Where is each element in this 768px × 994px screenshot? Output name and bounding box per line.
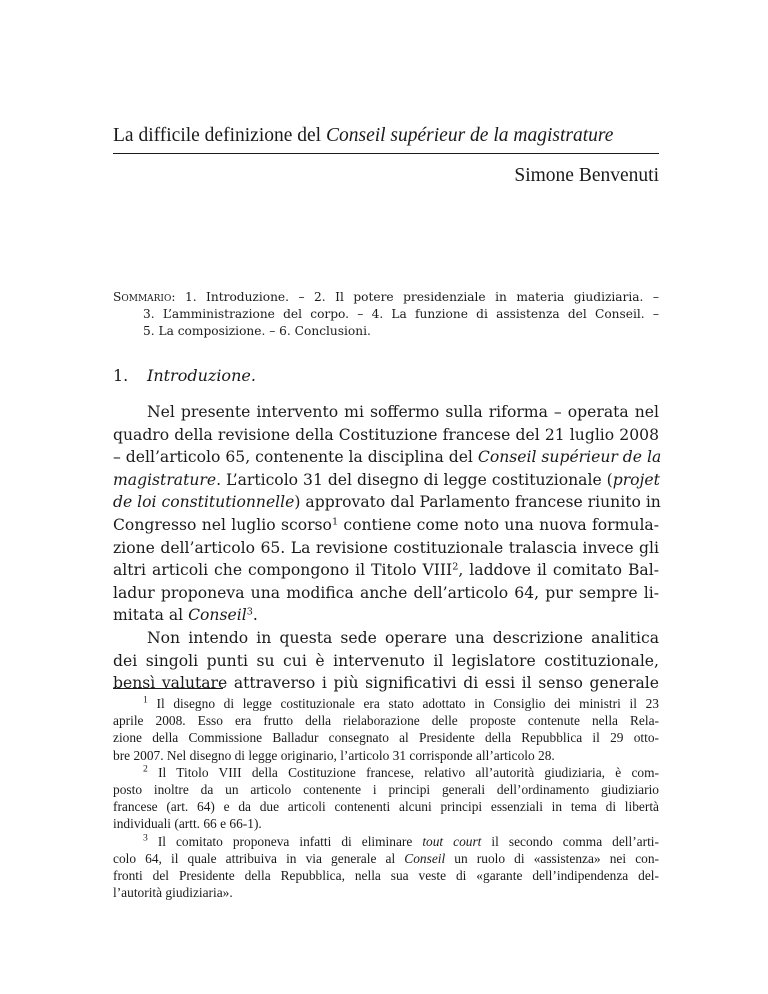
- summary-line: 3. L’amministrazione del corpo. – 4. La funzione di assistenza del Conseil. –: [143, 307, 659, 321]
- article-title: [113, 124, 659, 148]
- section-title: Introduzione.: [147, 366, 256, 385]
- footnote-line: aprile 2008. Esso era frutto della rielaborazione delle proposte contenute nella Rela-: [113, 713, 659, 729]
- footnote-line: francese (art. 64) e da due articoli contenenti alcuni principi essenziali in tema di libertà: [113, 799, 659, 815]
- body-line: Congresso nel luglio scorso$^1$ contiene come noto una nuova formula-: [113, 515, 659, 534]
- body-line: Nel presente intervento mi soffermo sulla riforma – operata nel: [147, 403, 659, 421]
- title-text: La difficile definizione del: [113, 125, 326, 146]
- summary-line: 5. La composizione. – 6. Conclusioni.: [143, 324, 371, 338]
- title-italic-text: Conseil supérieur de la magistrature: [325, 125, 614, 146]
- body-line: zione dell’articolo 65. La revisione costituzionale tralascia invece gli: [113, 538, 659, 557]
- footnote-rule: [113, 688, 223, 689]
- summary-label: Sommario: [113, 290, 172, 304]
- footnote-line: bre 2007. Nel disegno di legge originario, l’articolo 31 corrisponde all’articolo 28.: [113, 747, 555, 763]
- footnote-line: individuali (artt. 66 e 66-1).: [113, 816, 262, 832]
- body-text: [113, 401, 662, 695]
- body-line: ladur proponeva una modifica anche dell’articolo 64, pur sempre li-: [113, 583, 659, 602]
- footnote-line: colo 64, il quale attribuiva in via generale al Conseil un ruolo di «assistenza» nei con-: [113, 850, 659, 866]
- footnote-ref-1[interactable]: 1: [331, 516, 339, 528]
- title-rule: [113, 153, 659, 154]
- footnote-line: zione della Commissione Balladur consegnato al Presidente della Repubblica il 29 otto-: [113, 730, 659, 746]
- footnote-ref-3[interactable]: 3: [246, 607, 253, 619]
- body-line: de loi constitutionnelle) approvato dal Parlamento francese riunito in: [113, 493, 661, 512]
- footnote-line: posto inoltre da un articolo contenente i principi generali dell’ordinamento giudiziario: [113, 782, 659, 798]
- body-line: mitata al Conseil$^3$.: [113, 606, 258, 625]
- footnote-1: $^1$ Il disegno di legge costituzionale era stato adottato in Consiglio dei ministri il 23: [143, 694, 659, 711]
- section-heading: [113, 366, 659, 386]
- footnote-line: fronti del Presidente della Repubblica, nella sua veste di «garante dell’indipendenza del-: [113, 868, 659, 884]
- body-line: magistrature. L’articolo 31 del disegno di legge costituzionale (projet: [113, 470, 660, 489]
- section-number: 1.: [113, 366, 129, 385]
- footnotes: [113, 695, 659, 901]
- body-line: – dell’articolo 65, contenente la disciplina del Conseil supérieur de la: [113, 448, 662, 467]
- summary-line: Sommario: 1. Introduzione. – 2. Il potere presidenziale in materia giudiziaria. –: [113, 290, 659, 304]
- footnote-3: $^3$ Il comitato proponeva infatti di eliminare tout court il secondo comma dell’arti-: [143, 832, 659, 849]
- body-line: dei singoli punti su cui è intervenuto il legislatore costituzionale,: [113, 651, 659, 670]
- footnote-line: l’autorità giudiziaria».: [113, 885, 233, 901]
- summary-block: [113, 289, 659, 340]
- body-line: Non intendo in questa sede operare una descrizione analitica: [147, 628, 659, 647]
- body-line: altri articoli che compongono il Titolo VIII$^2$, laddove il comitato Bal-: [113, 561, 659, 580]
- footnote-2: $^2$ Il Titolo VIII della Costituzione francese, relativo all’autorità giudiziaria, è com-: [143, 763, 659, 780]
- body-line: quadro della revisione della Costituzione francese del 21 luglio 2008: [113, 425, 659, 444]
- body-line: bensì valutare attraverso i più significativi di essi il senso generale: [113, 674, 659, 693]
- footnote-ref-2[interactable]: 2: [452, 561, 459, 573]
- author-name: Simone Benvenuti: [514, 165, 659, 186]
